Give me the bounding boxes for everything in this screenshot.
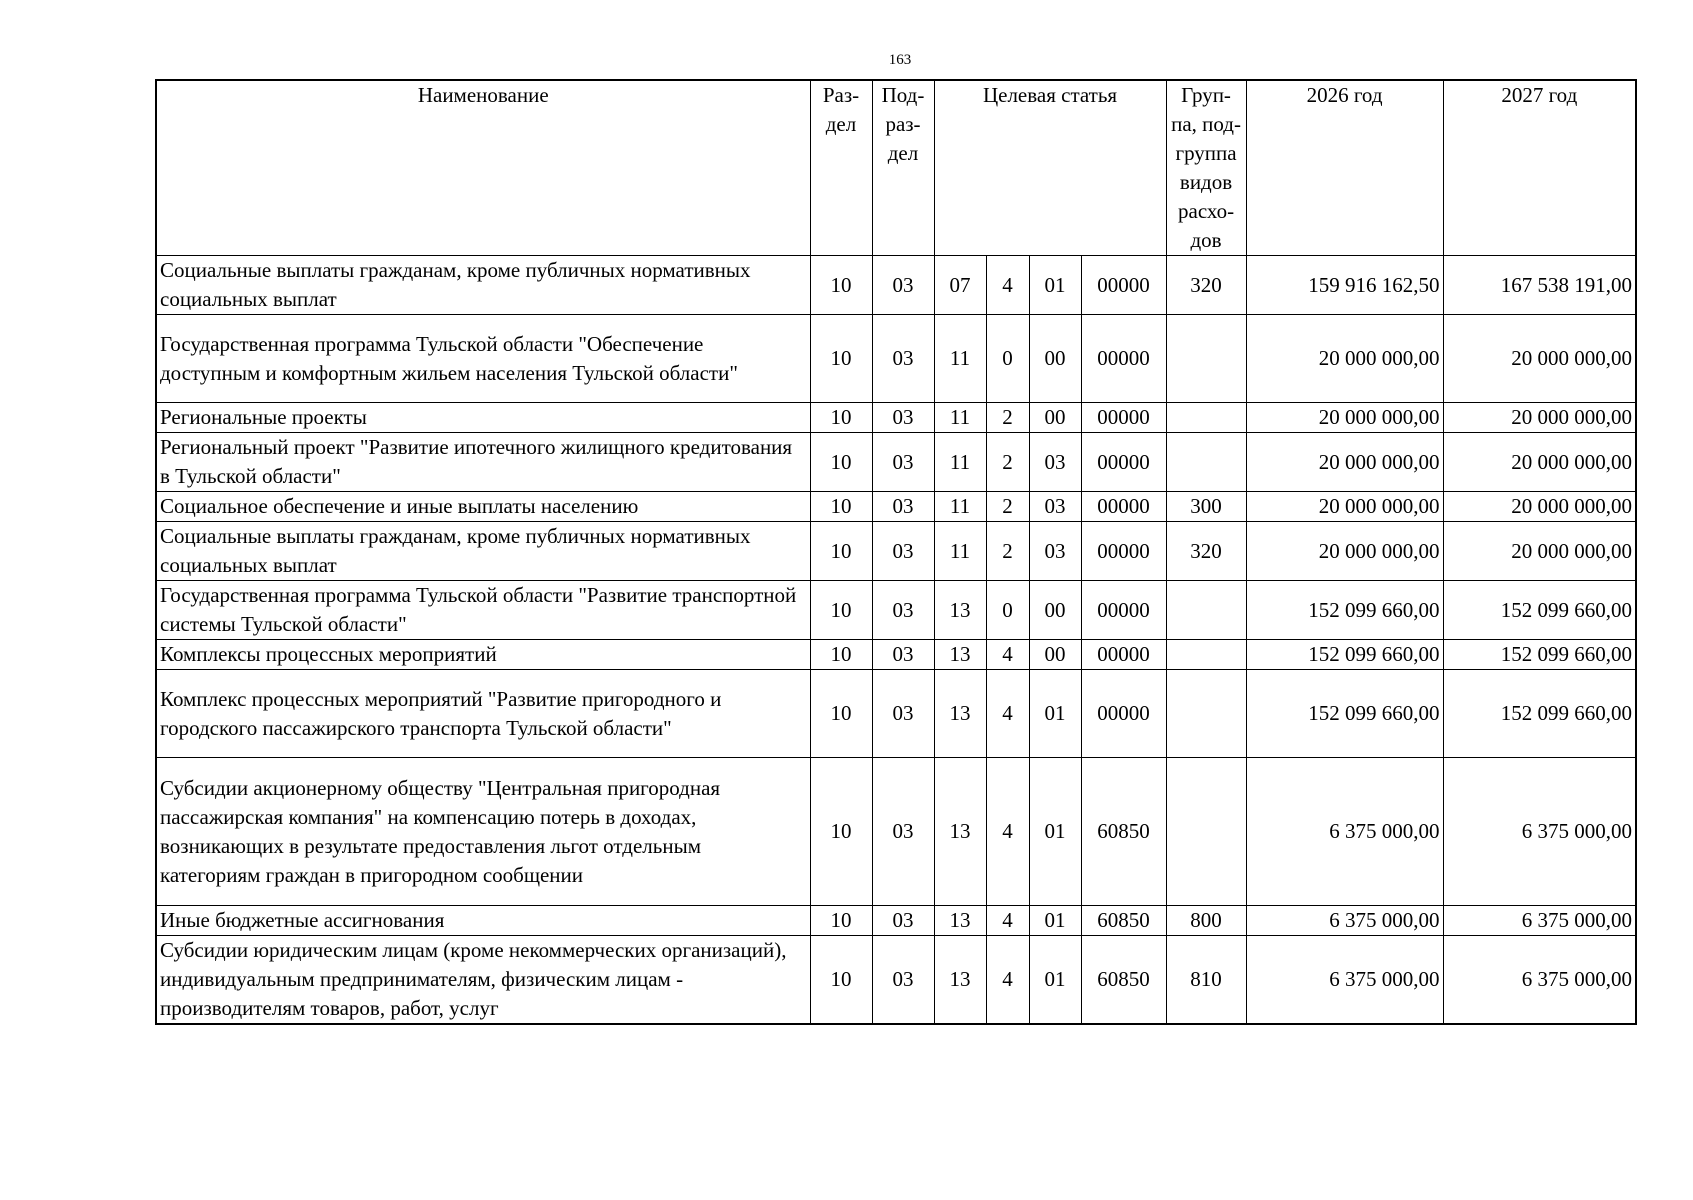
row-tselevaya-1: 11 — [934, 433, 986, 492]
row-gruppa: 810 — [1166, 936, 1246, 1025]
row-tselevaya-2: 4 — [986, 670, 1029, 758]
row-2027: 167 538 191,00 — [1443, 256, 1636, 315]
row-tselevaya-2: 4 — [986, 640, 1029, 670]
table-row — [156, 936, 1636, 1025]
row-tselevaya-4: 00000 — [1081, 256, 1166, 315]
row-tselevaya-3: 00 — [1029, 315, 1081, 403]
row-2027: 6 375 000,00 — [1443, 758, 1636, 906]
row-2026: 152 099 660,00 — [1246, 581, 1443, 640]
header-gruppa: Груп- па, под- группа видов расхо- дов — [1166, 80, 1246, 256]
row-tselevaya-2: 2 — [986, 403, 1029, 433]
row-2026: 20 000 000,00 — [1246, 492, 1443, 522]
row-2026: 20 000 000,00 — [1246, 403, 1443, 433]
row-tselevaya-1: 13 — [934, 906, 986, 936]
row-2026: 6 375 000,00 — [1246, 758, 1443, 906]
row-tselevaya-4: 00000 — [1081, 433, 1166, 492]
row-podrazdel: 03 — [872, 936, 934, 1025]
row-tselevaya-4: 00000 — [1081, 315, 1166, 403]
row-tselevaya-4: 00000 — [1081, 492, 1166, 522]
row-2026: 152 099 660,00 — [1246, 670, 1443, 758]
row-tselevaya-1: 13 — [934, 640, 986, 670]
row-gruppa: 320 — [1166, 522, 1246, 581]
row-razdel: 10 — [810, 670, 872, 758]
row-2026: 20 000 000,00 — [1246, 433, 1443, 492]
row-razdel: 10 — [810, 906, 872, 936]
row-razdel: 10 — [810, 403, 872, 433]
row-tselevaya-3: 01 — [1029, 906, 1081, 936]
row-podrazdel: 03 — [872, 640, 934, 670]
row-2027: 152 099 660,00 — [1443, 640, 1636, 670]
row-tselevaya-1: 11 — [934, 315, 986, 403]
row-2026: 6 375 000,00 — [1246, 906, 1443, 936]
row-gruppa: 300 — [1166, 492, 1246, 522]
row-name: Субсидии юридическим лицам (кроме некоммерческих организаций), индивидуальным предпринимателям, физическим лицам - производителям товаров, работ, услуг — [156, 936, 810, 1025]
row-podrazdel: 03 — [872, 433, 934, 492]
header-name: Наименование — [156, 80, 810, 256]
row-2027: 20 000 000,00 — [1443, 492, 1636, 522]
budget-table — [155, 79, 1637, 1025]
row-gruppa: 320 — [1166, 256, 1246, 315]
row-tselevaya-4: 00000 — [1081, 581, 1166, 640]
row-tselevaya-3: 00 — [1029, 581, 1081, 640]
row-gruppa — [1166, 433, 1246, 492]
row-tselevaya-4: 60850 — [1081, 936, 1166, 1025]
row-tselevaya-3: 01 — [1029, 936, 1081, 1025]
row-name: Комплекс процессных мероприятий "Развитие пригородного и городского пассажирского транспорта Тульской области" — [156, 670, 810, 758]
row-gruppa — [1166, 403, 1246, 433]
row-2027: 20 000 000,00 — [1443, 403, 1636, 433]
row-razdel: 10 — [810, 758, 872, 906]
row-tselevaya-1: 13 — [934, 758, 986, 906]
row-tselevaya-4: 00000 — [1081, 670, 1166, 758]
row-name: Региональные проекты — [156, 403, 810, 433]
row-2027: 6 375 000,00 — [1443, 906, 1636, 936]
row-tselevaya-1: 07 — [934, 256, 986, 315]
row-podrazdel: 03 — [872, 581, 934, 640]
row-tselevaya-3: 00 — [1029, 640, 1081, 670]
row-tselevaya-1: 11 — [934, 403, 986, 433]
header-2026: 2026 год — [1246, 80, 1443, 256]
table-row — [156, 256, 1636, 315]
table-row — [156, 403, 1636, 433]
row-gruppa — [1166, 640, 1246, 670]
table-row — [156, 906, 1636, 936]
row-2027: 152 099 660,00 — [1443, 670, 1636, 758]
row-razdel: 10 — [810, 315, 872, 403]
table-row — [156, 640, 1636, 670]
row-gruppa: 800 — [1166, 906, 1246, 936]
row-2026: 152 099 660,00 — [1246, 640, 1443, 670]
row-tselevaya-1: 11 — [934, 522, 986, 581]
page-number: 163 — [888, 52, 912, 68]
row-podrazdel: 03 — [872, 315, 934, 403]
row-name: Государственная программа Тульской области "Обеспечение доступным и комфортным жильем населения Тульской области" — [156, 315, 810, 403]
header-tselevaya-statya: Целевая статья — [934, 80, 1166, 256]
row-tselevaya-2: 4 — [986, 758, 1029, 906]
row-tselevaya-2: 4 — [986, 256, 1029, 315]
row-tselevaya-4: 60850 — [1081, 906, 1166, 936]
row-podrazdel: 03 — [872, 403, 934, 433]
row-tselevaya-3: 03 — [1029, 492, 1081, 522]
row-2027: 152 099 660,00 — [1443, 581, 1636, 640]
row-tselevaya-4: 60850 — [1081, 758, 1166, 906]
row-name: Региональный проект "Развитие ипотечного жилищного кредитования в Тульской области" — [156, 433, 810, 492]
row-name: Социальное обеспечение и иные выплаты населению — [156, 492, 810, 522]
row-tselevaya-3: 00 — [1029, 403, 1081, 433]
row-2026: 20 000 000,00 — [1246, 522, 1443, 581]
row-tselevaya-4: 00000 — [1081, 640, 1166, 670]
header-podrazdel: Под- раз- дел — [872, 80, 934, 256]
row-tselevaya-1: 13 — [934, 581, 986, 640]
row-2027: 20 000 000,00 — [1443, 315, 1636, 403]
row-tselevaya-2: 4 — [986, 906, 1029, 936]
table-row — [156, 433, 1636, 492]
row-2026: 6 375 000,00 — [1246, 936, 1443, 1025]
row-name: Социальные выплаты гражданам, кроме публичных нормативных социальных выплат — [156, 256, 810, 315]
row-tselevaya-2: 2 — [986, 492, 1029, 522]
row-tselevaya-2: 0 — [986, 581, 1029, 640]
row-tselevaya-3: 01 — [1029, 670, 1081, 758]
row-2027: 6 375 000,00 — [1443, 936, 1636, 1025]
row-2027: 20 000 000,00 — [1443, 522, 1636, 581]
row-podrazdel: 03 — [872, 492, 934, 522]
row-2027: 20 000 000,00 — [1443, 433, 1636, 492]
row-podrazdel: 03 — [872, 256, 934, 315]
header-razdel: Раз- дел — [810, 80, 872, 256]
row-tselevaya-2: 0 — [986, 315, 1029, 403]
row-razdel: 10 — [810, 433, 872, 492]
row-podrazdel: 03 — [872, 670, 934, 758]
row-tselevaya-3: 01 — [1029, 758, 1081, 906]
row-razdel: 10 — [810, 581, 872, 640]
table-row — [156, 670, 1636, 758]
row-tselevaya-3: 03 — [1029, 433, 1081, 492]
row-tselevaya-4: 00000 — [1081, 403, 1166, 433]
table-row — [156, 492, 1636, 522]
table-row — [156, 581, 1636, 640]
row-tselevaya-2: 2 — [986, 433, 1029, 492]
row-razdel: 10 — [810, 522, 872, 581]
row-razdel: 10 — [810, 256, 872, 315]
row-tselevaya-1: 13 — [934, 670, 986, 758]
header-2027: 2027 год — [1443, 80, 1636, 256]
row-podrazdel: 03 — [872, 758, 934, 906]
row-gruppa — [1166, 315, 1246, 403]
row-tselevaya-3: 03 — [1029, 522, 1081, 581]
table-row — [156, 315, 1636, 403]
row-razdel: 10 — [810, 640, 872, 670]
row-name: Социальные выплаты гражданам, кроме публичных нормативных социальных выплат — [156, 522, 810, 581]
row-2026: 159 916 162,50 — [1246, 256, 1443, 315]
row-2026: 20 000 000,00 — [1246, 315, 1443, 403]
row-razdel: 10 — [810, 936, 872, 1025]
row-gruppa — [1166, 758, 1246, 906]
row-tselevaya-4: 00000 — [1081, 522, 1166, 581]
row-tselevaya-2: 2 — [986, 522, 1029, 581]
row-tselevaya-2: 4 — [986, 936, 1029, 1025]
row-name: Субсидии акционерному обществу "Центральная пригородная пассажирская компания" на компенсацию потерь в доходах, возникающих в результате предоставления льгот отдельным категориям граждан в пригородном сообщении — [156, 758, 810, 906]
table-row — [156, 758, 1636, 906]
row-podrazdel: 03 — [872, 522, 934, 581]
row-razdel: 10 — [810, 492, 872, 522]
table-row — [156, 522, 1636, 581]
row-gruppa — [1166, 581, 1246, 640]
row-tselevaya-1: 13 — [934, 936, 986, 1025]
row-gruppa — [1166, 670, 1246, 758]
row-name: Государственная программа Тульской области "Развитие транспортной системы Тульской области" — [156, 581, 810, 640]
row-tselevaya-3: 01 — [1029, 256, 1081, 315]
row-name: Комплексы процессных мероприятий — [156, 640, 810, 670]
row-name: Иные бюджетные ассигнования — [156, 906, 810, 936]
row-tselevaya-1: 11 — [934, 492, 986, 522]
row-podrazdel: 03 — [872, 906, 934, 936]
